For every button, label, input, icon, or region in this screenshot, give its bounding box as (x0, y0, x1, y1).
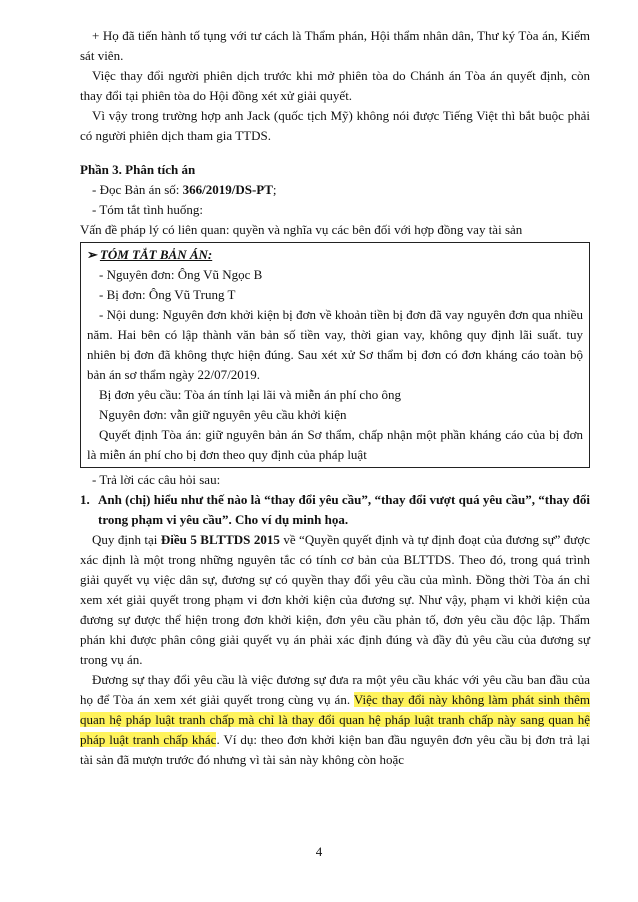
page-number: 4 (315, 844, 323, 859)
document-suffix: ; (272, 182, 277, 197)
case-summary-box (80, 242, 590, 468)
answer-1-prefix: Quy định tại (92, 532, 161, 547)
box-title: TÓM TẮT BẢN ÁN: (99, 247, 213, 262)
document-number: 366/2019/DS-PT (182, 182, 273, 197)
answer-2-prefix: Đương sự thay đổi yêu cầu là việc đương sự đưa ra một yêu cầu khác với yêu cầu ban đầu của họ để Tòa án xem xét giải quyết trong cùng vụ án. (80, 672, 590, 707)
summary-label: - Tóm tắt tình huống: (92, 202, 203, 217)
defendant-line: - Bị đơn: Ông Vũ Trung T (99, 287, 236, 302)
question-number: 1. (80, 492, 90, 507)
defendant-request: Bị đơn yêu cầu: Tòa án tính lại lãi và miễn án phí cho ông (99, 387, 401, 402)
article-reference: Điều 5 BLTTDS 2015 (160, 532, 280, 547)
plaintiff-position: Nguyên đơn: vẫn giữ nguyên yêu cầu khởi kiện (99, 407, 347, 422)
answer-paragraph-1 (80, 530, 590, 670)
court-decision: Quyết định Tòa án: giữ nguyên bản án Sơ thẩm, chấp nhận một phần kháng cáo của bị đơn là miễn án phí cho bị đơn theo quy định của pháp luật (87, 427, 583, 462)
answer-intro: - Trả lời các câu hỏi sau: (92, 472, 221, 487)
answer-2-body: . Ví dụ: theo đơn khởi kiện ban đầu nguyên đơn yêu cầu bị đơn trả lại tài sản đã mượn trước đó nhưng vì tài sản này không còn hoặc (80, 732, 591, 767)
section-title (80, 160, 590, 180)
paragraph-jack-case: Vì vậy trong trường hợp anh Jack (quốc tịch Mỹ) không nói được Tiếng Việt thì bắt buộc phải có người phiên dịch tham gia TTDS. (80, 108, 590, 143)
box-heading (87, 245, 583, 265)
legal-issue: Vấn đề pháp lý có liên quan: quyền và nghĩa vụ các bên đối với hợp đồng vay tài sản (80, 222, 523, 237)
answer-1-body: về “Quyền quyết định và tự định đoạt của đương sự” được xác định là một trong những nguyên tắc có tính cơ bản của BLTTDS. Theo đó, trong quá trình giải quyết vụ việc dân sự, đương sự có quyền thay đổi yêu cầu của mình. Đồng thời Tòa án chỉ xem xét giải quyết trong phạm vi đơn khởi kiện của đương sự. Như vậy, phạm vi khởi kiện của đương sự được thể hiện trong đơn khởi kiện, đơn yêu cầu phản tố, đơn yêu cầu độc lập. Thẩm phán khi được phân công giải quyết vụ án phải xác định đúng và đầy đủ yêu cầu của đương sự trong vụ án. (80, 532, 590, 667)
arrow-icon: ➢ (87, 247, 98, 262)
case-content: - Nội dung: Nguyên đơn khởi kiện bị đơn về khoản tiền bị đơn đã vay nguyên đơn qua nhiều năm. Hai bên có lập thành văn bản số tiền vay, thời gian vay, không quy định lãi suất. tuy nhiên bị đơn đã không thực hiện đúng. Sau xét xử Sơ thẩm bị đơn có đơn kháng cáo toàn bộ bản án sơ thẩm ngày 22/07/2019. (87, 307, 583, 382)
answer-paragraph-2 (80, 670, 590, 770)
page-content (80, 26, 590, 770)
plaintiff-line: - Nguyên đơn: Ông Vũ Ngọc B (99, 267, 263, 282)
document-reference (80, 180, 590, 200)
section-title-text: Phần 3. Phân tích án (80, 162, 196, 177)
question-1 (80, 490, 590, 530)
spacer (80, 146, 590, 160)
question-text: Anh (chị) hiểu như thế nào là “thay đổi yêu cầu”, “thay đổi vượt quá yêu cầu”, “thay đổi trong phạm vi yêu cầu”. Cho ví dụ minh họa. (98, 492, 590, 527)
document-prefix: - Đọc Bản án số: (92, 182, 183, 197)
highlighted-text: Việc thay đổi này không làm phát sinh thêm quan hệ pháp luật tranh chấp mà chỉ là thay đổi quan hệ pháp luật tranh chấp này sang quan hệ pháp luật tranh chấp khác (80, 692, 590, 747)
paragraph-interpreter-change: Việc thay đổi người phiên dịch trước khi mở phiên tòa do Chánh án Tòa án quyết định, còn thay đổi tại phiên tòa do Hội đồng xét xử giải quyết. (80, 68, 590, 103)
paragraph-judges: + Họ đã tiến hành tố tụng với tư cách là Thẩm phán, Hội thẩm nhân dân, Thư ký Tòa án, Kiểm sát viên. (80, 28, 590, 63)
